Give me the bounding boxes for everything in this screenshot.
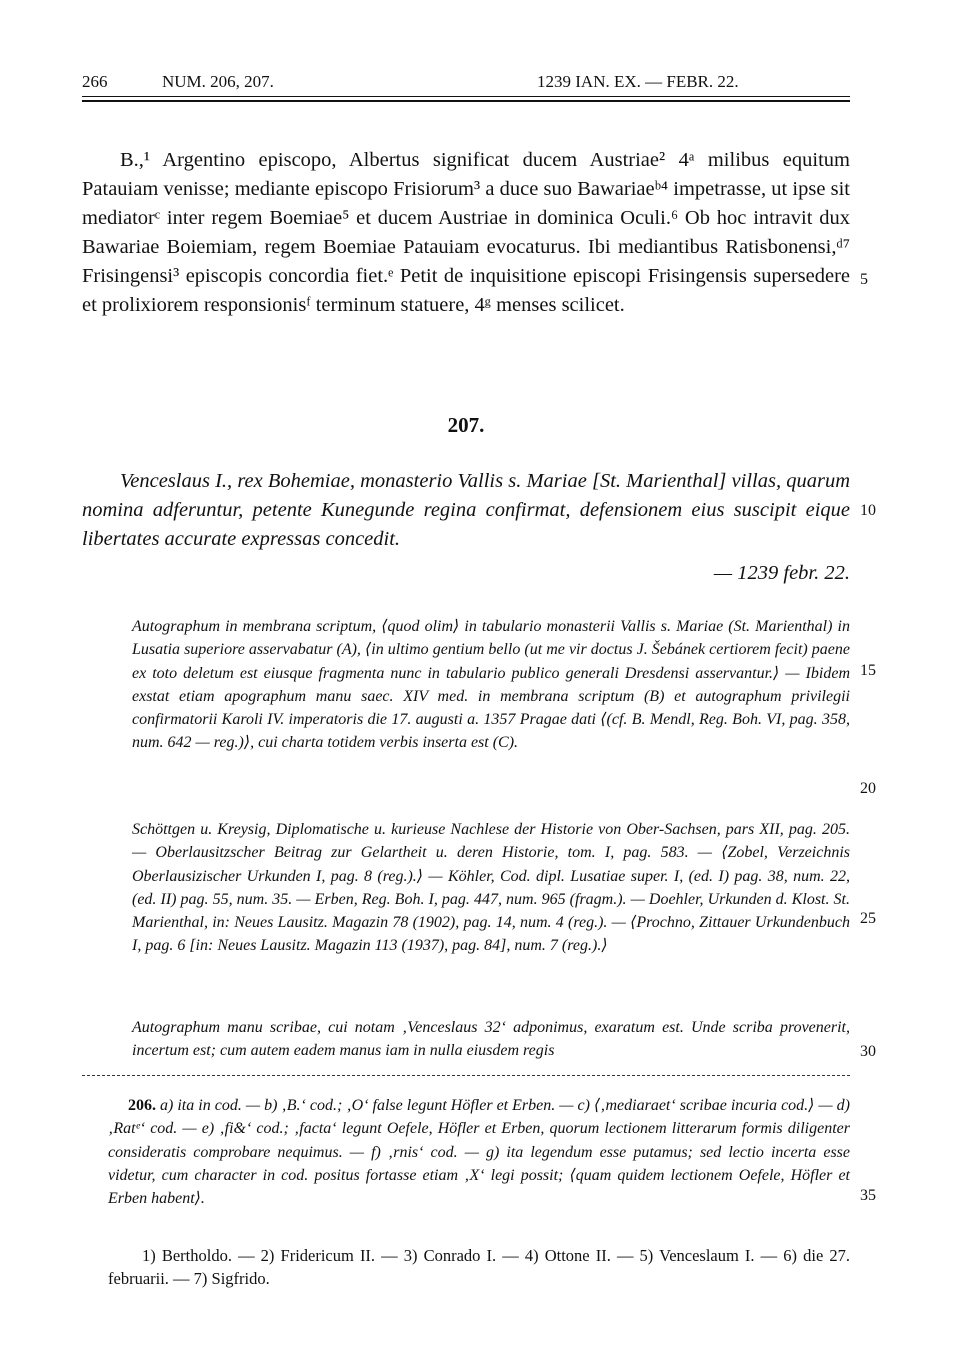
line-number: 30: [860, 1043, 876, 1060]
doc207-date: — 1239 febr. 22.: [713, 562, 850, 584]
line-number: 15: [860, 662, 876, 679]
doc207-number: 207.: [447, 413, 485, 437]
footnotes-letter: [108, 1094, 850, 1210]
line-number: 25: [860, 910, 876, 927]
header-section: NUM. 206, 207.: [162, 72, 274, 91]
line-number: 35: [860, 1187, 876, 1204]
doc207-tradition: Autographum in membrana scriptum, ⟨quod olim⟩ in tabulario monasterii Vallis s. Mariae (St. Marienthal) in Lusatia superiore asservabatur (A), ⟨in ultimo gentium bello (ut me vir doctus J. Šebánek certiorem fecit) paene ex toto deletum est eiusque fragmenta nunc in tabulario publico generali Dresdensi asservantur.⟩ — Ibidem exstat etiam apographum manu saec. XIV med. in membrana scriptum (B) et autographum privilegii confirmatorii Karoli IV. imperatoris die 17. augusti a. 1357 Pragae dati ⟨(cf. B. Mendl, Reg. Boh. VI, pag. 358, num. 642 — reg.)⟩, cui charta totidem verbis inserta est (C).: [132, 618, 850, 752]
running-header: [82, 72, 850, 96]
doc207-editions: Schöttgen u. Kreysig, Diplomatische u. kurieuse Nachlese der Historie von Ober-Sachsen, pars XII, pag. 205. — Oberlausitzscher Beitrag zur Gelartheit u. deren Historie, tom. I, pag. 583. — ⟨Zobel, Verzeichnis Oberlausizischer Urkunden I, pag. 8 (reg.).⟩ — Köhler, Cod. dipl. Lusatiae super. I, (ed. I) pag. 38, num. 22, (ed. II) pag. 55, num. 35. — Erben, Reg. Boh. I, pag. 447, num. 965 (fragm.). — Doehler, Urkunden d. Klost. St. Marienthal, in: Neues Lausitz. Magazin 78 (1902), pag. 14, num. 4 (reg.). — ⟨Prochno, Zittauer Urkundenbuch I, pag. 6 [in: Neues Lausitz. Magazin 113 (1937), pag. 84], num. 7 (reg.).⟩: [132, 821, 850, 955]
footnotes-letter-text: a) ita in cod. — b) ‚B.‘ cod.; ‚O‘ false legunt Höfler et Erben. — c) ⟨‚mediaraet‘ scribae incuria cod.⟩ — d) ‚Ratᵉ‘ cod. — e) ‚fi&‘ cod.; ‚facta‘ legunt Oefele, Höfler et Erben, quorum lectionem litterarum formis diligenter consideratis comprobare nequimus. — f) ‚rnis‘ cod. — g) ita legendum esse putamus; sed lectio incerta esse videtur, cum character in cod. positus fortasse etiam ‚X‘ legi possit; ⟨quam quidem lectionem Oefele, Höfler et Erben habent⟩.: [108, 1097, 851, 1208]
doc207-regest: Venceslaus I., rex Bohemiae, monasterio Vallis s. Mariae [St. Marienthal] villas, quarum nomina adferuntur, petente Kunegunde regina confirmat, defensionem eius suscipit eique libertates accurate expressas concedit.: [82, 470, 850, 550]
footnote-rule: [82, 1075, 850, 1076]
header-rule: [82, 96, 850, 97]
footnotes-label: 206.: [128, 1097, 156, 1114]
header-rule-thick: [82, 100, 850, 102]
footnotes-numbered: 1) Bertholdo. — 2) Fridericum II. — 3) Conrado I. — 4) Ottone II. — 5) Venceslaum I. — 6) die 27. februarii. — 7) Sigfrido.: [108, 1246, 850, 1289]
line-number: 20: [860, 780, 876, 797]
line-number: 10: [860, 502, 876, 519]
page-number: 266: [82, 72, 108, 91]
doc207-scribe: Autographum manu scribae, cui notam ‚Venceslaus 32‘ adponimus, exaratum est. Unde scriba provenerit, incertum est; cum autem eadem manus iam in nulla eiusdem regis: [132, 1019, 850, 1060]
header-date: 1239 IAN. EX. — FEBR. 22.: [537, 72, 739, 91]
line-number: 5: [860, 271, 868, 288]
doc206-text: B.,¹ Argentino episcopo, Albertus significat ducem Austriae² 4ᵃ milibus equitum Patauiam venisse; mediante episcopo Frisiorum³ a duce suo Bawariaeᵇ⁴ impetrasse, ut ipse sit mediatorᶜ inter regem Boemiae⁵ et ducem Austriae in dominica Oculi.⁶ Ob hoc intravit dux Bawariae Boiemiam, regem Boemiae Patauiam evocaturus. Ibi mediantibus Ratisbonensi,ᵈ⁷ Frisingensi³ episcopis concordia fiet.ᵉ Petit de inquisitione episcopi Frisingensis supersedere et prolixiorem responsionisᶠ terminum statuere, 4ᵍ menses scilicet.: [82, 149, 850, 316]
